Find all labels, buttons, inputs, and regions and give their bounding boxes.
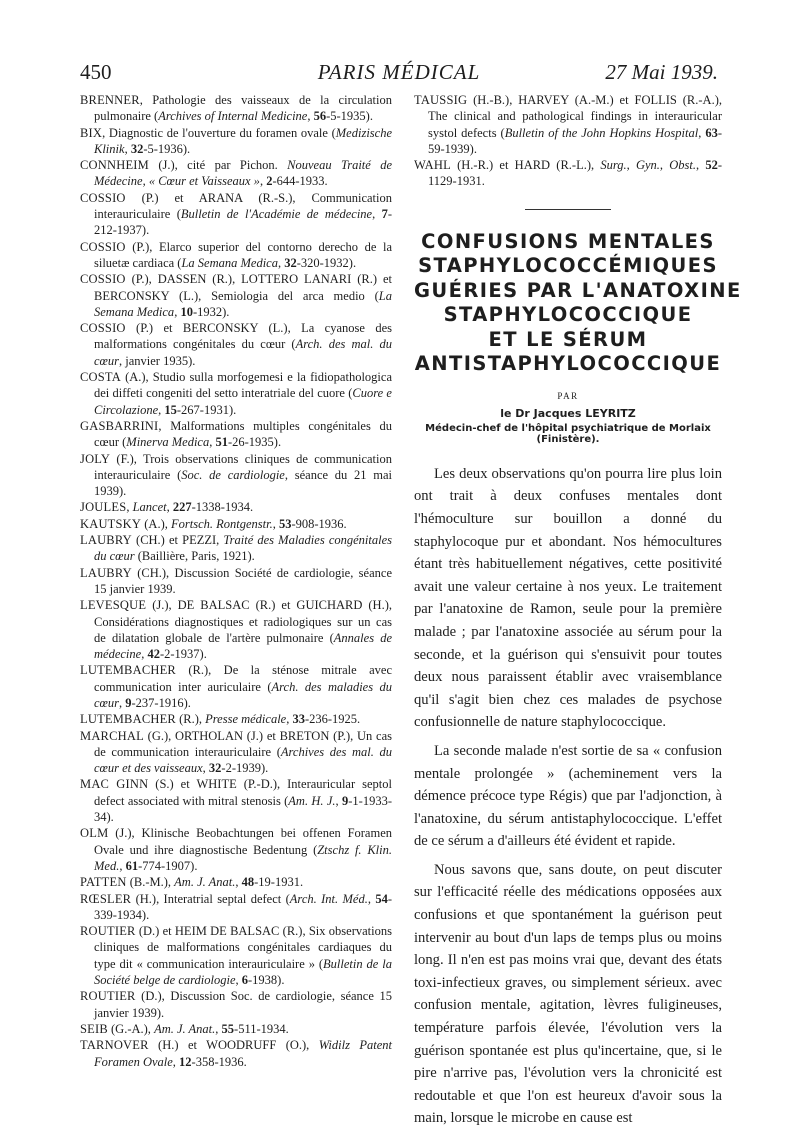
reference-text: (P.), Elarco superior del contorno derecho de la siluetæ cardiaca ( <box>94 239 392 270</box>
reference-entry <box>80 451 392 500</box>
reference-entry <box>80 125 392 158</box>
reference-source: Arch. des mal. du cœur <box>94 337 393 368</box>
reference-entry <box>80 532 392 565</box>
reference-author: JOULES <box>80 500 127 515</box>
reference-source: Surg., Gyn., Obst. <box>600 158 696 173</box>
reference-source: Ztschz f. Klin. Med. <box>94 842 392 873</box>
reference-text: -5-1936). <box>143 141 191 156</box>
reference-text: (R.), <box>175 712 206 727</box>
reference-entry <box>80 874 392 890</box>
reference-entry <box>414 157 722 190</box>
reference-text: -644-1933. <box>272 174 328 189</box>
reference-entry <box>80 271 392 320</box>
reference-text: , <box>367 891 376 906</box>
reference-author: LEVESQUE <box>80 598 147 613</box>
reference-text: -339-1934). <box>94 891 392 922</box>
reference-entry <box>80 923 392 988</box>
reference-source: Annales de médecine <box>94 630 393 662</box>
reference-volume: 53 <box>278 516 292 531</box>
reference-author: TAUSSIG <box>414 93 468 107</box>
reference-source: Fortsch. Rontgenstr. <box>170 516 273 531</box>
reference-text: (P.) et BERCONSKY (L.), La cyanose des malformations congénitales du cœur ( <box>94 321 392 352</box>
reference-source: Minerva Medica <box>126 435 210 450</box>
reference-text: , <box>209 435 216 450</box>
reference-entry <box>80 516 392 532</box>
reference-text: -1338-1934. <box>191 500 254 515</box>
reference-entry <box>80 711 392 727</box>
reference-source: Nouveau Traité de Médecine, « Cœur et Vaisseaux » <box>94 158 392 189</box>
reference-entry <box>80 418 392 451</box>
reference-text: (J.), cité par Pichon. <box>148 158 288 173</box>
journal-title: PARIS MÉDICAL <box>317 60 481 84</box>
article-title-line: ET LE SÉRUM <box>488 327 648 351</box>
reference-text: (D.), Discussion Soc. de cardiologie, séance 15 janvier 1939). <box>94 989 392 1020</box>
reference-text: , <box>277 255 285 270</box>
reference-text: , <box>126 500 133 515</box>
reference-text: -59-1939). <box>428 125 722 156</box>
reference-text: , <box>119 695 126 710</box>
reference-author: MARCHAL <box>80 728 144 743</box>
reference-text: -236-1925. <box>304 712 361 727</box>
reference-text: -320-1932). <box>296 255 357 270</box>
reference-volume: 12 <box>179 1054 192 1069</box>
reference-source: Lancet <box>132 500 167 515</box>
reference-entry <box>80 565 392 598</box>
reference-volume: 51 <box>215 435 228 450</box>
reference-entry <box>80 1037 392 1070</box>
reference-text: , <box>172 1054 180 1069</box>
reference-text: , <box>695 158 706 173</box>
reference-text: , Diagnostic de l'ouverture du foramen ovale ( <box>102 125 336 140</box>
reference-author: LAUBRY <box>80 565 132 580</box>
reference-text: -908-1936. <box>291 516 347 531</box>
page-number: 450 <box>80 60 112 84</box>
reference-text: , janvier 1935). <box>119 353 196 368</box>
reference-entry <box>414 92 722 157</box>
reference-source: La Semana Medica <box>94 288 392 319</box>
reference-text: (S.) et WHITE (P.-D.), Interauricular septol defect associated with mitral stenosis ( <box>94 777 392 808</box>
reference-source: Am. H. J. <box>288 793 336 808</box>
reference-text: -1938). <box>248 973 285 988</box>
reference-text: -1932). <box>192 304 230 319</box>
reference-volume: 10 <box>180 304 193 319</box>
reference-source: La Semana Medica <box>181 255 278 270</box>
reference-author: COSSIO <box>80 239 126 254</box>
reference-entry <box>80 1021 392 1037</box>
reference-volume: 42 <box>147 647 160 662</box>
article-title <box>414 229 742 377</box>
article-title-line: GUÉRIES PAR L'ANATOXINE <box>414 278 742 302</box>
reference-text: (H.), Interatrial septal defect ( <box>131 891 290 906</box>
reference-text: -1129-1931. <box>428 158 722 189</box>
reference-text: -212-1937). <box>94 207 392 238</box>
reference-entry <box>80 157 392 190</box>
reference-text: , <box>259 174 267 189</box>
reference-author: ROUTIER <box>80 989 136 1004</box>
author-name: le Dr Jacques LEYRITZ <box>500 406 636 420</box>
reference-source: Bulletin of the John Hopkins Hospital <box>504 125 699 140</box>
reference-text: , <box>119 858 126 873</box>
reference-volume: 56 <box>313 109 327 124</box>
reference-author: LAUBRY <box>80 533 132 548</box>
reference-text: (J.), Klinische Beobachtungen bei offenen Foramen Ovale und ihre diagnostische Bedentung ( <box>94 826 392 857</box>
reference-author: CONNHEIM <box>80 158 149 173</box>
reference-text: , <box>235 973 242 988</box>
reference-author: KAUTSKY <box>80 516 142 531</box>
reference-text: , <box>174 304 181 319</box>
right-column <box>414 92 742 1136</box>
reference-text: -2-1939). <box>221 761 269 776</box>
reference-text: , <box>286 712 293 727</box>
issue-date: 27 Mai 1939. <box>605 60 718 84</box>
reference-author: JOLY <box>80 451 111 466</box>
reference-source: Arch. Int. Méd. <box>289 891 368 906</box>
reference-author: MAC GINN <box>80 777 149 792</box>
reference-entry <box>80 988 392 1021</box>
reference-author: BRENNER <box>80 93 140 107</box>
reference-text: , <box>124 141 131 156</box>
reference-volume: 32 <box>208 761 222 776</box>
article-title-line: STAPHYLOCOCCIQUE <box>443 303 693 327</box>
reference-entry <box>80 190 392 239</box>
reference-volume: 7 <box>381 207 388 222</box>
article-body <box>414 463 722 1130</box>
reference-text: (CH.) et PEZZI, <box>131 533 224 548</box>
reference-author: TARNOVER <box>80 1038 149 1053</box>
reference-source: Am. J. Anat. <box>174 875 236 890</box>
reference-volume: 63 <box>705 125 718 140</box>
reference-text: (B.-M.), <box>126 875 175 890</box>
reference-text: , séance du 21 mai 1939). <box>94 467 392 499</box>
reference-author: OLM <box>80 826 109 841</box>
reference-text: -5-1935). <box>326 109 373 124</box>
reference-entry <box>80 776 392 825</box>
reference-text: (J.), DE BALSAC (R.) et GUICHARD (H.), Considérations diagnostiques et radiologiques sur un cas de dilatation globale de l'artère pulmonaire ( <box>94 598 392 645</box>
reference-entry <box>80 92 392 125</box>
reference-text: , <box>215 1021 222 1036</box>
author-affiliation: Médecin-chef de l'hôpital psychiatrique de Morlaix (Finistère). <box>425 422 711 445</box>
reference-text: -237-1916). <box>131 695 191 710</box>
reference-source: Arch. des maladies du cœur <box>94 679 392 710</box>
reference-author: LUTEMBACHER <box>80 663 176 678</box>
reference-source: Traité des Maladies congénitales du cœur <box>94 533 392 564</box>
left-column-references <box>80 92 392 1070</box>
reference-author: BIX <box>80 125 103 140</box>
reference-entry <box>80 499 392 515</box>
reference-text: (H.) et WOODRUFF (O.), <box>148 1038 319 1053</box>
byline-par: PAR <box>557 390 579 401</box>
reference-author: ROUTIER <box>80 924 136 939</box>
reference-text: , <box>335 793 342 808</box>
reference-text: (F.), Trois observations cliniques de communication interauriculaire ( <box>94 451 392 482</box>
reference-author: WAHL <box>414 158 451 173</box>
reference-text: (G.-A.), <box>107 1021 155 1036</box>
reference-text: , <box>158 402 165 417</box>
reference-text: , <box>372 207 382 222</box>
reference-volume: 48 <box>241 875 255 890</box>
reference-source: Cuore e Circolazione <box>94 386 392 417</box>
reference-volume: 9 <box>125 695 132 710</box>
reference-text: (P.) et ARANA (R.-S.), Communication interauriculaire ( <box>94 190 392 222</box>
page-header <box>80 60 718 86</box>
reference-source: Bulletin de la Société belge de cardiologie <box>94 956 392 988</box>
section-divider <box>525 209 611 210</box>
reference-volume: 32 <box>130 141 144 156</box>
reference-text: , <box>141 647 148 662</box>
reference-volume: 6 <box>241 973 248 988</box>
reference-source: Widilz Patent Foramen Ovale <box>94 1038 392 1069</box>
reference-text: -774-1907). <box>138 858 198 873</box>
article-paragraph: Les deux observations qu'on pourra lire plus loin ont trait à deux confuses mentales dont l'hémoculture sur bouillon a donné du staphylocoque pur et abondant. Nos hémocultures étant très habituellement négatives, cette positivité avait une valeur certaine à nos yeux. Le traitement par l'anatoxine de Ramon, seule pour la première malade ; par l'anatoxine associée au sérum pour la seconde, et la guérison qui s'ensuivit pour toutes deux nous paraissent établir avec vraisemblance qu'il s'agit bien chez ces malades de psychose confusionnelle de nature staphylococcique. <box>414 465 722 731</box>
reference-entry <box>80 239 392 272</box>
article-paragraph: La seconde malade n'est sortie de sa « confusion mentale prolongée » (acheminement vers la démence précoce type Régis) que par l'adjonction, à l'anatoxine, du sérum antistaphylococcique. L'effet de ce sérum a d'ailleurs été évident et rapide. <box>414 742 722 850</box>
reference-entry <box>80 825 392 874</box>
reference-text: -19-1931. <box>254 875 304 890</box>
reference-volume: 55 <box>221 1021 235 1036</box>
reference-text: (H.-B.), HARVEY (A.-M.) et FOLLIS (R.-A.), The clinical and pathological findings in interauricular systol defects ( <box>428 93 722 140</box>
article-title-line: STAPHYLOCOCCÉMIQUES <box>418 254 718 278</box>
reference-text: (A.), Studio sulla morfogemesi e la fidiopathologica dei diffeti congeniti del setto interatriale del cuore ( <box>94 370 392 401</box>
article-title-line: CONFUSIONS MENTALES <box>421 229 715 253</box>
reference-volume: 9 <box>342 793 349 808</box>
reference-text: , <box>272 516 279 531</box>
reference-source: Bulletin de l'Académie de médecine <box>180 207 373 222</box>
reference-author: GASBARRINI <box>80 418 159 433</box>
reference-author: COSSIO <box>80 190 126 205</box>
reference-text: -26-1935). <box>227 435 282 450</box>
reference-text: (CH.), Discussion Société de cardiologie, séance 15 janvier 1939. <box>94 565 392 596</box>
reference-volume: 2 <box>266 174 273 189</box>
reference-source: Am. J. Anat. <box>154 1021 216 1036</box>
reference-text: (R.), De la sténose mitrale avec communication inter auriculaire ( <box>94 663 392 694</box>
reference-text: (D.) et HEIM DE BALSAC (R.), Six observations cliniques de malformations congénitales cardiaques du type dit « communication interauriculaire » ( <box>94 924 392 971</box>
reference-text: , Pathologie des vaisseaux de la circulation pulmonaire ( <box>94 93 392 124</box>
reference-text: (P.), DASSEN (R.), LOTTERO LANARI (R.) et BERCONSKY (L.), Semiologia del arca medio ( <box>94 272 392 303</box>
reference-source: Medizische Klinik <box>94 125 392 156</box>
reference-text: -267-1931). <box>176 402 237 417</box>
reference-volume: 32 <box>284 255 297 270</box>
reference-entry <box>80 662 392 711</box>
reference-text: , <box>698 125 706 140</box>
reference-volume: 227 <box>172 500 192 515</box>
reference-author: SEIB <box>80 1021 108 1036</box>
reference-text: , <box>202 761 209 776</box>
reference-text: , <box>307 109 314 124</box>
reference-text: (H.-R.) et HARD (R.-L.), <box>450 158 601 173</box>
reference-text: -2-1937). <box>159 647 207 662</box>
reference-source: Presse médicale <box>205 712 287 727</box>
reference-text: , <box>166 500 173 515</box>
reference-author: COSTA <box>80 370 121 385</box>
reference-text: -511-1934. <box>234 1021 289 1036</box>
reference-text: -358-1936. <box>191 1054 247 1069</box>
reference-entry <box>80 320 392 369</box>
reference-author: RŒSLER <box>80 891 132 906</box>
reference-source: Archives des mal. du cœur et des vaisseaux <box>94 744 392 776</box>
reference-text: , <box>235 875 242 890</box>
reference-text: (G.), ORTHOLAN (J.) et BRETON (P.), Un cas de communication interauriculaire ( <box>94 728 392 759</box>
reference-entry <box>80 369 392 418</box>
reference-author: COSSIO <box>80 272 126 287</box>
reference-volume: 61 <box>125 858 139 873</box>
reference-source: Soc. de cardiologie <box>181 467 285 482</box>
reference-text: -1-1933-34). <box>94 793 392 825</box>
reference-author: COSSIO <box>80 321 126 336</box>
reference-author: LUTEMBACHER <box>80 712 176 727</box>
reference-text: (A.), <box>141 516 171 531</box>
article-paragraph: Nous savons que, sans doute, on peut discuter sur l'efficacité réelle des médications opposées aux confusions et que spontanément la guérison peut intervenir au bout d'un laps de temps plus ou moins long. Il n'en est pas moins vrai que, devant des états toxi-infectieux graves, ou simplement sérieux. avec confusion mentale, agitation, lèvres fuligineuses, température parfois élevée, l'évolution vers la guérison spontanée est plus qu'incertaine, que, si le pire n'arrive pas, l'évolution vers la chronicité est redoutable et que l'on est heureux d'avoir sous la main, lorsque le microbe en cause est <box>414 861 722 1127</box>
reference-source: Archives of Internal Medicine <box>158 109 308 124</box>
reference-entry <box>80 728 392 777</box>
article-title-line: ANTISTAPHYLOCOCCIQUE <box>414 352 722 376</box>
reference-text: , Malformations multiples congénitales du cœur ( <box>94 418 392 450</box>
reference-volume: 33 <box>292 712 305 727</box>
right-column-references <box>414 92 722 190</box>
reference-entry <box>80 891 392 924</box>
reference-entry <box>80 597 392 662</box>
reference-author: PATTEN <box>80 875 127 890</box>
reference-volume: 15 <box>164 402 177 417</box>
reference-volume: 54 <box>375 891 388 906</box>
reference-volume: 52 <box>705 158 718 173</box>
reference-text: (Baillière, Paris, 1921). <box>134 549 255 564</box>
